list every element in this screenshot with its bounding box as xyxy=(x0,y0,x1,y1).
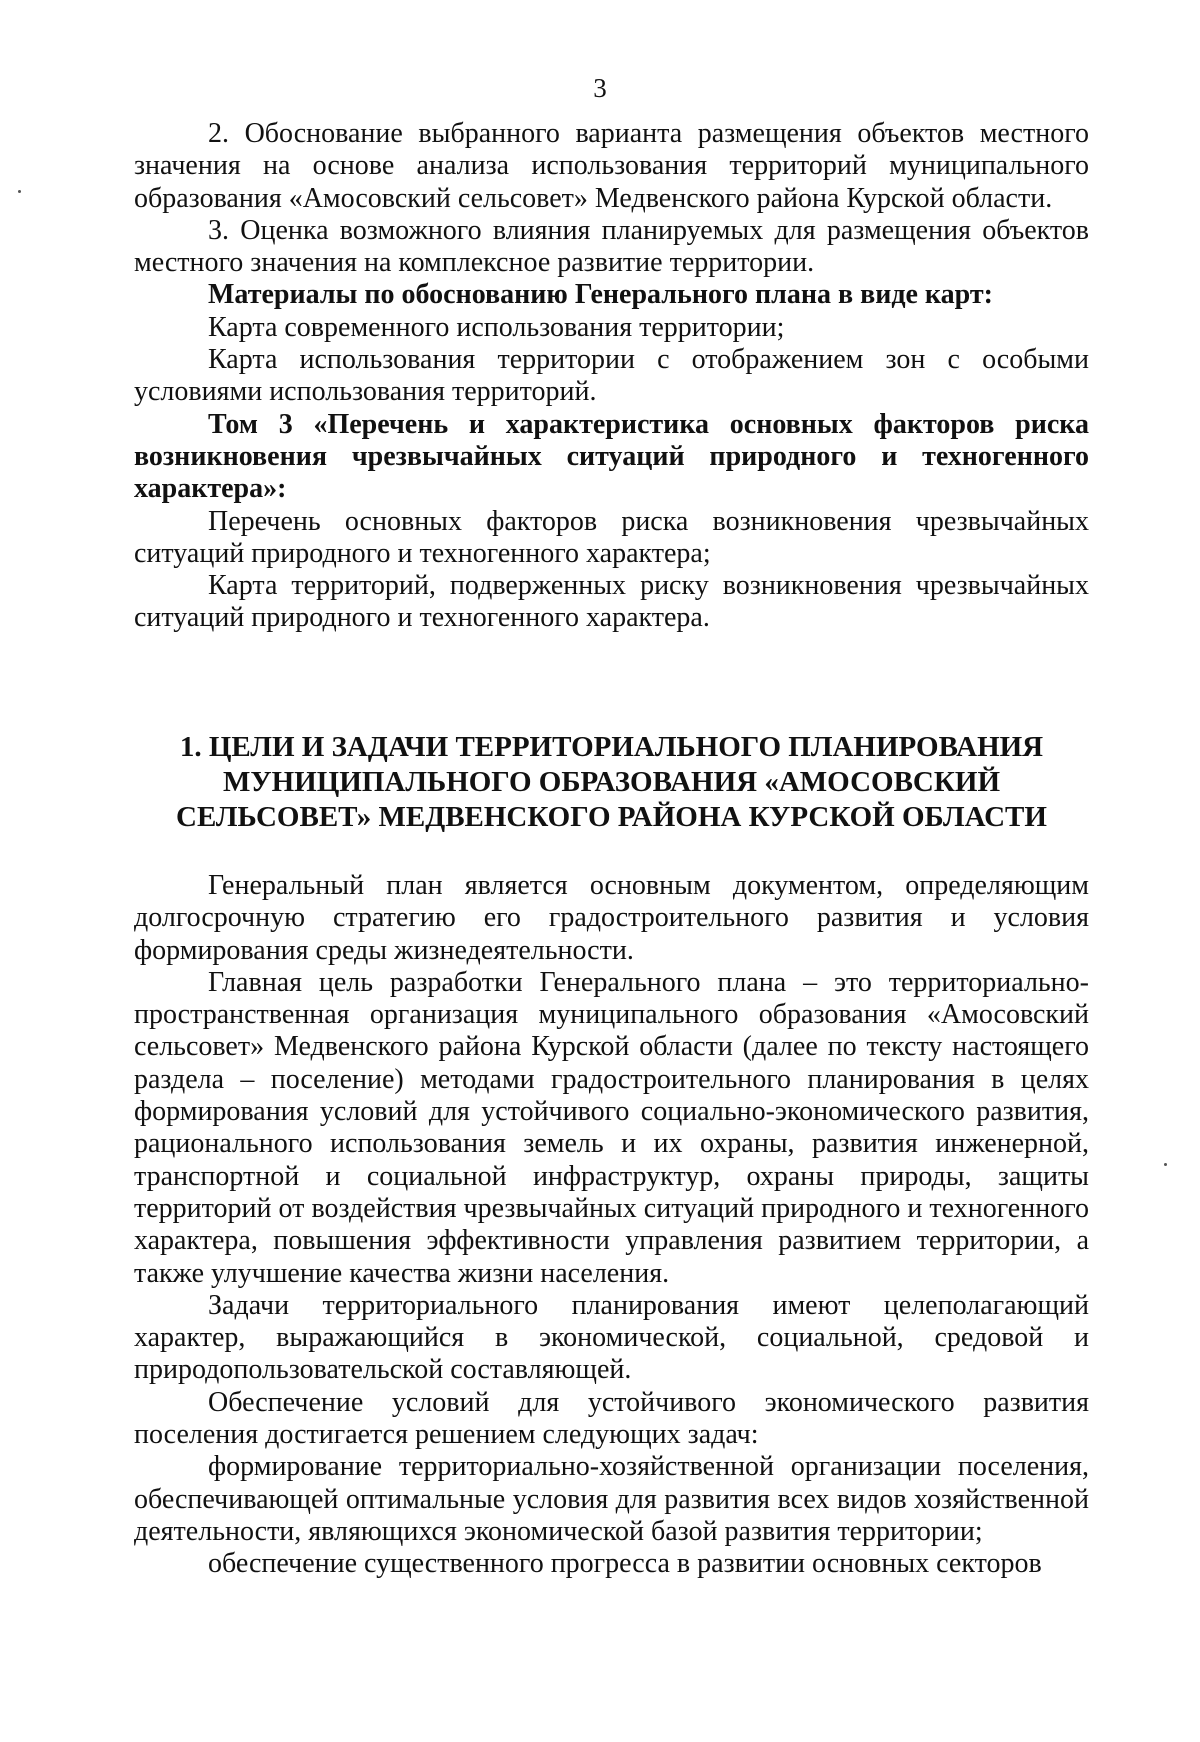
scan-speck xyxy=(1164,1163,1167,1166)
list-item: 3. Оценка возможного влияния планируемых для размещения объектов местного значения на комплексное развитие территории. xyxy=(134,214,1089,279)
list-item: Карта использования территории с отображением зон с особыми условиями использования территорий. xyxy=(134,344,1089,408)
section-body xyxy=(134,870,1089,1581)
scan-speck xyxy=(18,190,21,193)
volume-subheading: Том 3 «Перечень и характеристика основных факторов риска возникновения чрезвычайных ситуаций природного и техногенного характера»: xyxy=(134,408,1089,505)
list-item: Карта современного использования территории; xyxy=(208,311,785,343)
list-item: Перечень основных факторов риска возникновения чрезвычайных ситуаций природного и техногенного характера; xyxy=(134,505,1089,569)
section-heading xyxy=(134,730,1089,835)
body-paragraph: Задачи территориального планирования имеют целеполагающий характер, выражающийся в экономической, социальной, средовой и природопользовательской составляющей. xyxy=(134,1289,1089,1386)
page-number: 3 xyxy=(593,73,607,103)
intro-list xyxy=(134,118,1089,635)
body-paragraph: обеспечение существенного прогресса в развитии основных секторов xyxy=(208,1548,1042,1580)
section-heading-line: 1. ЦЕЛИ И ЗАДАЧИ ТЕРРИТОРИАЛЬНОГО ПЛАНИРОВАНИЯ xyxy=(179,731,1044,763)
body-paragraph: Главная цель разработки Генерального плана – это территориально-пространственная организация муниципального образования «Амосовский сельсовет» Медвенского района Курской области (далее по тексту настоящего раздела – поселение) методами градостроительного планирования в целях формирования условий для устойчивого социально-экономического развития, рационального использования земель и их охраны, развития инженерной, транспортной и социальной инфраструктур, охраны природы, защиты территорий от воздействия чрезвычайных ситуаций природного и техногенного характера, повышения эффективности управления развитием территории, а также улучшение качества жизни населения. xyxy=(134,966,1089,1289)
section-heading-line: СЕЛЬСОВЕТ» МЕДВЕНСКОГО РАЙОНА КУРСКОЙ ОБЛАСТИ xyxy=(176,801,1047,833)
body-paragraph: формирование территориально-хозяйственной организации поселения, обеспечивающей оптимальные условия для развития всех видов хозяйственной деятельности, являющихся экономической базой развития территории; xyxy=(134,1451,1089,1547)
list-item: Карта территорий, подверженных риску возникновения чрезвычайных ситуаций природного и техногенного характера. xyxy=(134,570,1089,634)
body-paragraph: Генеральный план является основным документом, определяющим долгосрочную стратегию его градостроительного развития и условия формирования среды жизнедеятельности. xyxy=(134,870,1089,966)
body-paragraph: Обеспечение условий для устойчивого экономического развития поселения достигается решением следующих задач: xyxy=(134,1386,1089,1451)
maps-subheading: Материалы по обоснованию Генерального плана в виде карт: xyxy=(208,279,993,311)
section-heading-line: МУНИЦИПАЛЬНОГО ОБРАЗОВАНИЯ «АМОСОВСКИЙ xyxy=(222,766,1001,798)
list-item: 2. Обоснование выбранного варианта размещения объектов местного значения на основе анализа использования территорий муниципального образования «Амосовский сельсовет» Медвенского района Курской области. xyxy=(134,118,1089,214)
